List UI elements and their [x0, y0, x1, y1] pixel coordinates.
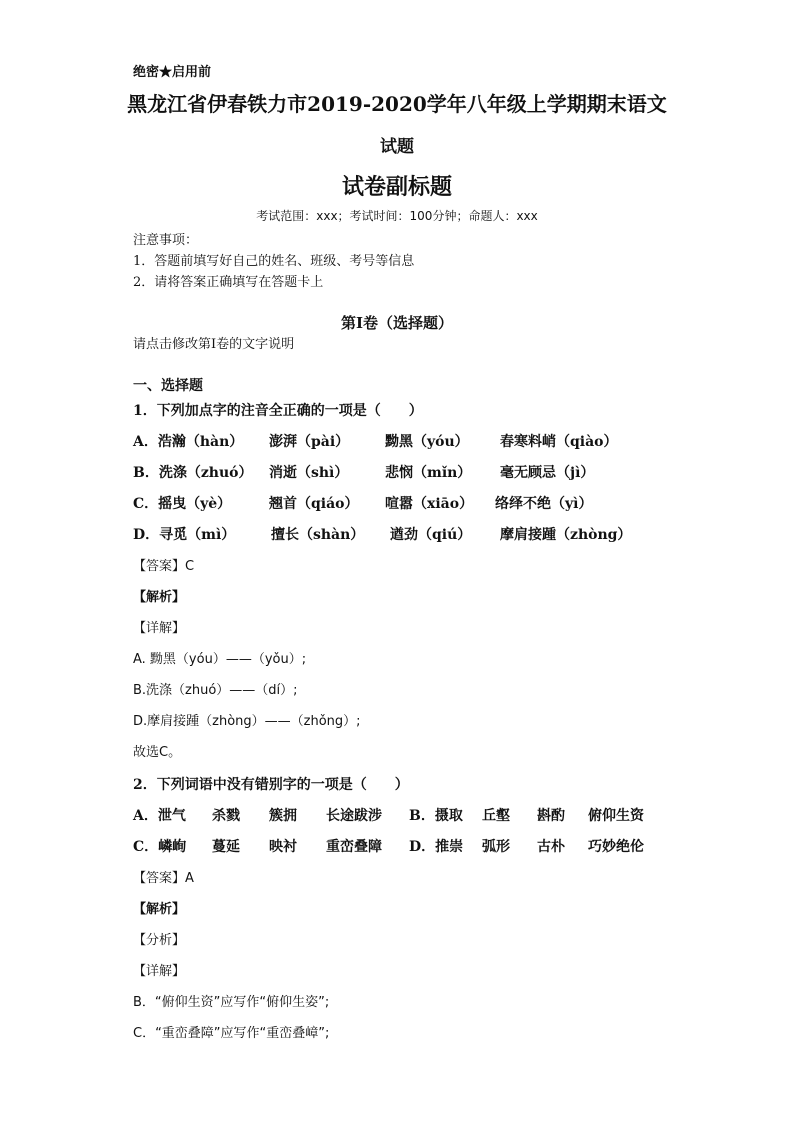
option-item: 澎湃（pài） [269, 434, 350, 450]
question1-detail-line: D.摩肩接踵（zhòng）——（zhǒng）; [133, 714, 361, 729]
option-item: 擅长（shàn） [271, 527, 365, 543]
exam-info: 考试范围：xxx；考试时间：100分钟；命题人：xxx [256, 209, 538, 223]
volume-description: 请点击修改第I卷的文字说明 [133, 337, 295, 352]
option-item: 春寒料峭（qiào） [500, 434, 618, 450]
question2-options-row2 [133, 836, 693, 856]
option-item: 杀戮 [212, 808, 240, 824]
option-item: 摩肩接踵（zhòng） [500, 527, 632, 543]
option-item: 络绎不绝（yì） [495, 496, 593, 512]
question1-option-b [133, 462, 693, 482]
question1-stem: 1．下列加点字的注音全正确的一项是（ ） [133, 403, 423, 419]
option-item: A．泄气 [133, 808, 186, 824]
question2-detail-heading: 【详解】 [133, 964, 186, 979]
option-item: 弧形 [482, 839, 510, 855]
notes-item: 2．请将答案正确填写在答题卡上 [133, 275, 324, 290]
option-item: 俯仰生资 [588, 808, 644, 824]
section-heading: 一、选择题 [133, 378, 203, 394]
option-label: D．寻觅（mì） [133, 527, 236, 543]
question2-analysis-heading: 【解析】 [133, 902, 186, 917]
option-item: 丘壑 [482, 808, 510, 824]
exam-title-line1: 黑龙江省伊春铁力市2019-2020学年八年级上学期期末语文 [127, 92, 667, 116]
question1-analysis-heading: 【解析】 [133, 590, 186, 605]
question1-answer: 【答案】C [133, 559, 195, 574]
notes-heading: 注意事项： [133, 233, 199, 248]
option-item: 古朴 [537, 839, 565, 855]
question1-detail-line: B.洗涤（zhuó）——（dí）; [133, 683, 298, 698]
option-item: 翘首（qiáo） [269, 496, 359, 512]
question2-answer: 【答案】A [133, 871, 194, 886]
question1-option-a [133, 431, 693, 451]
option-item: 重峦叠障 [326, 839, 382, 855]
exam-title-line2: 试题 [380, 137, 414, 157]
option-item: 长途跋涉 [326, 808, 382, 824]
notes-item: 1．答题前填写好自己的姓名、班级、考号等信息 [133, 254, 415, 269]
volume-title: 第I卷（选择题） [340, 314, 454, 332]
option-item: 簇拥 [269, 808, 297, 824]
question1-option-d [133, 524, 693, 544]
option-item: 遒劲（qiú） [390, 527, 472, 543]
secret-label: 绝密★启用前 [133, 65, 212, 80]
option-item: C．嶙峋 [133, 839, 187, 855]
option-item: 斟酌 [537, 808, 565, 824]
option-label: C．摇曳（yè） [133, 496, 232, 512]
option-item: 映衬 [269, 839, 297, 855]
option-item: 消逝（shì） [269, 465, 349, 481]
question1-detail-line: 故选C。 [133, 745, 182, 760]
option-item: 悲悯（mǐn） [385, 465, 472, 481]
question2-detail-line: B．“俯仰生资”应写作“俯仰生姿”; [133, 995, 330, 1010]
option-item: D．推崇 [409, 839, 464, 855]
option-item: 巧妙绝伦 [588, 839, 644, 855]
question2-fenxi-heading: 【分析】 [133, 933, 186, 948]
question2-detail-line: C．“重峦叠障”应写作“重峦叠嶂”; [133, 1026, 330, 1041]
question2-options-row1 [133, 805, 693, 825]
option-item: B．摄取 [409, 808, 463, 824]
option-item: 毫无顾忌（jì） [500, 465, 595, 481]
option-item: 蔓延 [212, 839, 240, 855]
question1-detail-heading: 【详解】 [133, 621, 186, 636]
option-label: B．洗涤（zhuó） [133, 465, 253, 481]
option-label: A．浩瀚（hàn） [133, 434, 244, 450]
option-item: 喧嚣（xiāo） [385, 496, 474, 512]
question1-option-c [133, 493, 693, 513]
question2-stem: 2．下列词语中没有错别字的一项是（ ） [133, 777, 409, 793]
exam-subtitle: 试卷副标题 [341, 174, 452, 200]
question1-detail-line: A. 黝黑（yóu）——（yǒu）; [133, 652, 307, 667]
option-item: 黝黑（yóu） [385, 434, 469, 450]
